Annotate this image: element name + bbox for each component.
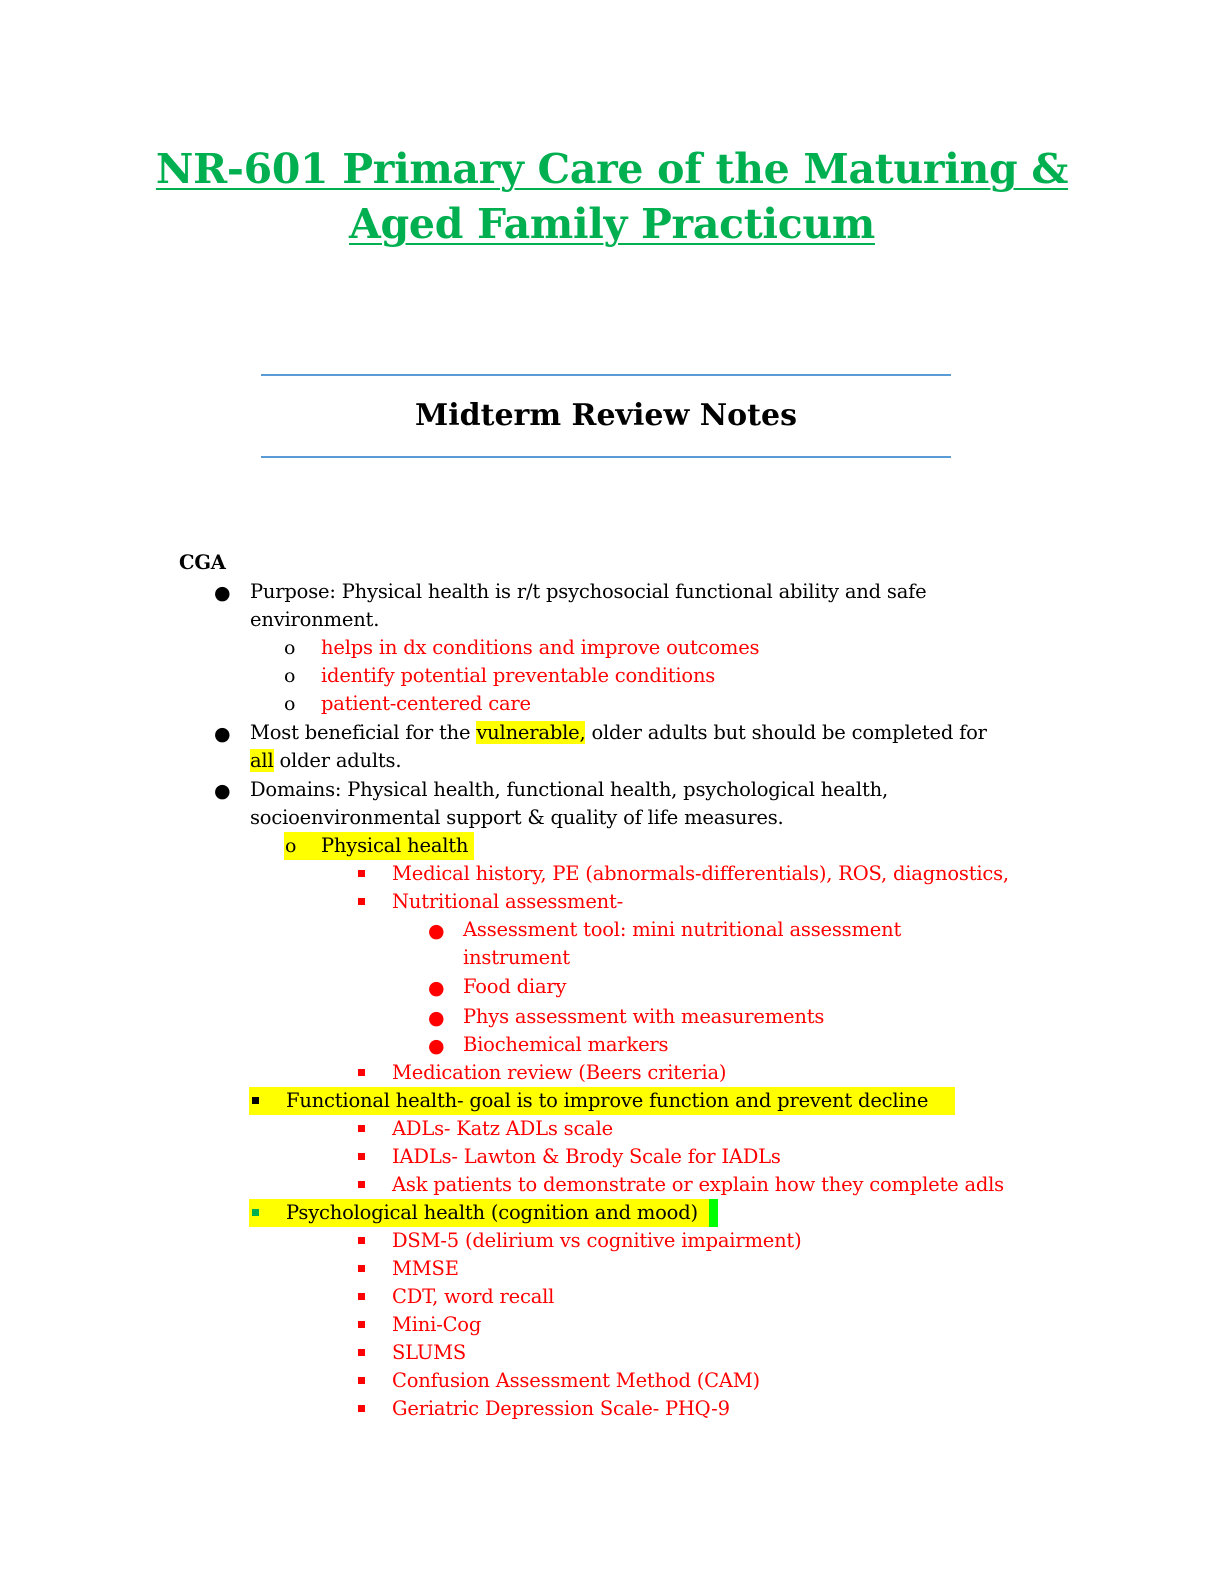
psych-label-paren: ) — [690, 1201, 698, 1224]
square-bullet — [358, 1349, 365, 1356]
psychological-health-label — [286, 1199, 698, 1227]
top-divider — [261, 374, 951, 376]
functional-item: Ask patients to demonstrate or explain how they complete adls — [392, 1173, 1004, 1196]
circle-bullet: o — [284, 693, 296, 715]
section-heading: CGA — [179, 551, 226, 574]
square-bullet — [358, 1237, 365, 1244]
square-bullet — [358, 898, 365, 905]
square-bullet — [358, 1377, 365, 1384]
nutrition-item: Phys assessment with measurements — [463, 1005, 825, 1028]
bullet-dot: ● — [214, 723, 231, 745]
bullet-dot: ● — [428, 920, 445, 942]
physical-item: Medical history, PE (abnormals-differentials), ROS, diagnostics, — [392, 862, 1009, 885]
beneficial-text-b: older adults but should be completed for — [585, 721, 987, 744]
psych-item: Confusion Assessment Method (CAM) — [392, 1369, 760, 1392]
highlight-all: all — [250, 749, 274, 772]
psych-label-text: Psychological health (cognition and mood — [286, 1201, 691, 1224]
purpose-sub-item: patient-centered care — [321, 692, 531, 715]
nutrition-item: Food diary — [463, 975, 567, 998]
square-bullet — [358, 1153, 365, 1160]
purpose-sub-item: helps in dx conditions and improve outcomes — [321, 636, 760, 659]
circle-bullet: o — [285, 835, 297, 857]
document-title — [150, 142, 1074, 252]
square-bullet — [252, 1209, 259, 1216]
nutrition-line-1: Assessment tool: mini nutritional assessment — [463, 918, 902, 941]
bottom-divider — [261, 456, 951, 458]
physical-item: Nutritional assessment- — [392, 890, 624, 913]
beneficial-text-c: older adults. — [273, 749, 402, 772]
psych-item: SLUMS — [392, 1341, 467, 1364]
purpose-sub-item: identify potential preventable conditions — [321, 664, 716, 687]
beneficial-line-1 — [250, 719, 987, 747]
subtitle: Midterm Review Notes — [415, 398, 797, 433]
square-bullet — [358, 1405, 365, 1412]
nutrition-item: Biochemical markers — [463, 1033, 669, 1056]
bullet-dot: ● — [214, 582, 231, 604]
domains-line-2: socioenvironmental support & quality of life measures. — [250, 806, 784, 829]
title-line-1: NR-601 Primary Care of the Maturing & — [155, 145, 1069, 193]
psych-item: MMSE — [392, 1257, 459, 1280]
square-bullet — [358, 1265, 365, 1272]
circle-bullet: o — [284, 637, 296, 659]
nutrition-line-2: instrument — [463, 946, 570, 969]
bullet-dot: ● — [428, 977, 445, 999]
physical-health-label: Physical health — [321, 834, 469, 857]
psych-item: CDT, word recall — [392, 1285, 555, 1308]
square-bullet — [252, 1097, 259, 1104]
domains-line-1: Domains: Physical health, functional health, psychological health, — [250, 778, 888, 801]
purpose-line-2: environment. — [250, 608, 380, 631]
functional-item: IADLs- Lawton & Brody Scale for IADLs — [392, 1145, 781, 1168]
beneficial-line-2 — [250, 747, 401, 775]
medication-review: Medication review (Beers criteria) — [392, 1061, 727, 1084]
psychological-highlight-green — [709, 1199, 718, 1227]
bullet-dot: ● — [428, 1007, 445, 1029]
beneficial-text-a: Most beneficial for the — [250, 721, 477, 744]
square-bullet — [358, 1069, 365, 1076]
purpose-line-1: Purpose: Physical health is r/t psychosocial functional ability and safe — [250, 580, 927, 603]
functional-item: ADLs- Katz ADLs scale — [392, 1117, 613, 1140]
psych-item: Geriatric Depression Scale- PHQ-9 — [392, 1397, 730, 1420]
highlight-vulnerable: vulnerable, — [476, 721, 586, 744]
square-bullet — [358, 1125, 365, 1132]
square-bullet — [358, 1181, 365, 1188]
bullet-dot: ● — [214, 780, 231, 802]
square-bullet — [358, 1321, 365, 1328]
bullet-dot: ● — [428, 1035, 445, 1057]
square-bullet — [358, 1293, 365, 1300]
functional-health-label: Functional health- goal is to improve function and prevent decline — [286, 1089, 929, 1112]
title-line-2: Aged Family Practicum — [349, 200, 875, 248]
psych-item: Mini-Cog — [392, 1313, 482, 1336]
circle-bullet: o — [284, 665, 296, 687]
psych-item: DSM-5 (delirium vs cognitive impairment) — [392, 1229, 802, 1252]
square-bullet — [358, 870, 365, 877]
